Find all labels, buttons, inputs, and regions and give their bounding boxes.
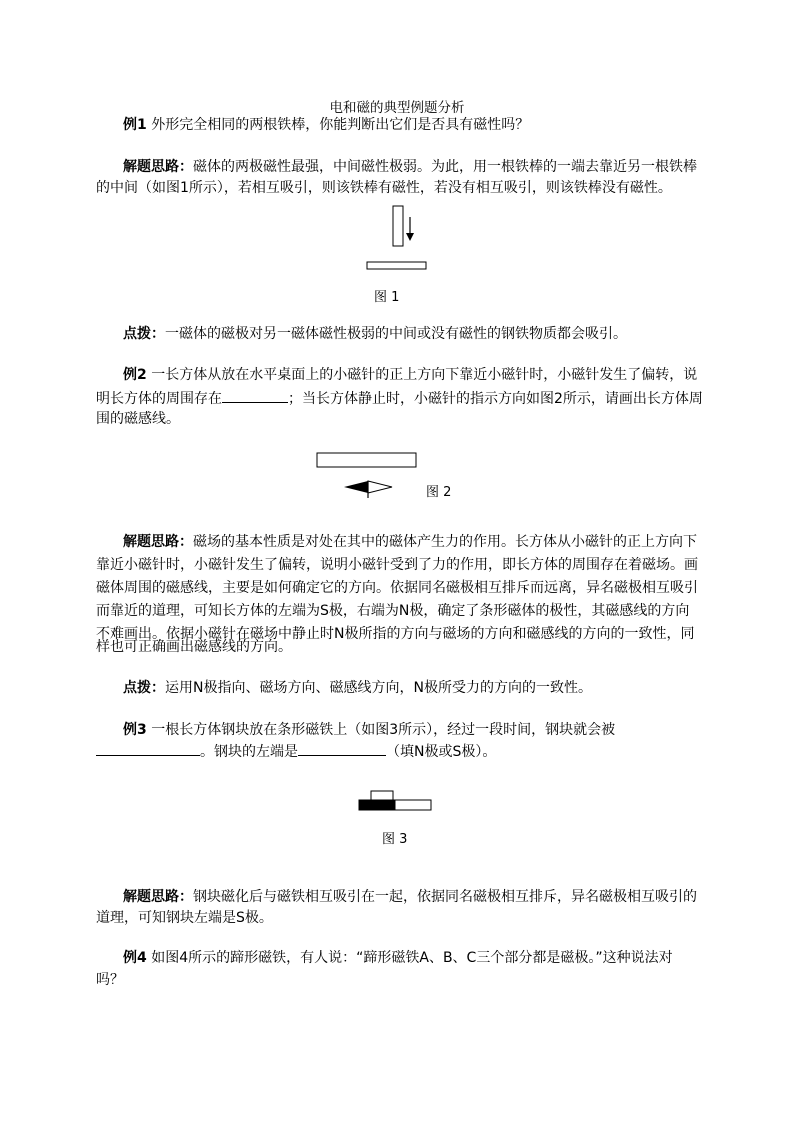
example1-analysis-line2: 的中间（如图1所示），若相互吸引，则该铁棒有磁性，若没有相互吸引，则该铁棒没有磁性。 bbox=[96, 180, 672, 196]
example1-tip-label: 点拨： bbox=[123, 326, 165, 342]
example2-tip-text: 运用N极指向、磁场方向、磁感线方向，N极所受力的方向的一致性。 bbox=[165, 680, 592, 696]
horizontal-iron-bar bbox=[367, 262, 426, 269]
example1-analysis-text1: 磁体的两极磁性最强，中间磁性极弱。为此，用一根铁棒的一端去靠近另一根铁棒 bbox=[193, 159, 697, 175]
example2-analysis-text1: 磁场的基本性质是对处在其中的磁体产生力的作用。长方体从小磁针的正上方向下 bbox=[193, 534, 697, 550]
example3-answer-blank-1[interactable] bbox=[96, 741, 200, 756]
page-title: 电和磁的典型例题分析 bbox=[329, 100, 465, 116]
example2-analysis-line3: 磁体周围的磁感线，主要是如何确定它的方向。依据同名磁极相互排斥而远离，异名磁极相互吸引 bbox=[96, 580, 698, 596]
example1-tip bbox=[123, 324, 627, 344]
example3-question-line2 bbox=[96, 741, 496, 762]
figure3-diagram bbox=[356, 790, 436, 815]
example2-analysis-line1 bbox=[123, 532, 697, 552]
example2-question-line1 bbox=[123, 365, 697, 385]
example1-analysis-line1 bbox=[123, 157, 697, 177]
example2-tip bbox=[123, 678, 592, 698]
compass-needle-dark-half bbox=[344, 481, 368, 493]
example3-analysis-line2: 道理，可知钢块左端是S极。 bbox=[96, 910, 273, 926]
example3-question-text2a: 。钢块的左端是 bbox=[200, 744, 298, 760]
figure2-caption: 图 2 bbox=[426, 485, 452, 500]
example1-tip-text: 一磁体的磁极对另一磁体磁性极弱的中间或没有磁性的钢铁物质都会吸引。 bbox=[165, 326, 627, 342]
example3-question-line1 bbox=[123, 720, 615, 740]
example4-question-text1: 如图4所示的蹄形磁铁，有人说：“蹄形磁铁A、B、C三个部分都是磁极。”这种说法对 bbox=[151, 950, 673, 966]
example1-label: 例1 bbox=[123, 117, 147, 133]
figure3-caption: 图 3 bbox=[382, 832, 408, 847]
bar-magnet-light-end bbox=[395, 800, 431, 810]
example1-analysis-label: 解题思路： bbox=[123, 159, 193, 175]
example2-analysis-line4: 而靠近的道理，可知长方体的左端为S极，右端为N极，确定了条形磁体的极性，其磁感线的方向 bbox=[96, 603, 690, 619]
figure2-diagram bbox=[314, 452, 424, 502]
example3-question-text2b: （填N极或S极）。 bbox=[386, 744, 497, 760]
bar-magnet-dark-end bbox=[359, 800, 395, 810]
example3-analysis-text1: 钢块磁化后与磁铁相互吸引在一起，依据同名磁极相互排斥，异名磁极相互吸引的 bbox=[193, 889, 697, 905]
example2-answer-blank[interactable] bbox=[222, 388, 288, 403]
example2-question-line2 bbox=[96, 388, 703, 409]
example2-analysis-line5: 不难画出。依据小磁针在磁场中静止时N极所指的方向与磁场的方向和磁感线的方向的一致性，同 bbox=[96, 626, 695, 642]
example3-answer-blank-2[interactable] bbox=[298, 741, 386, 756]
example2-tip-label: 点拨： bbox=[123, 680, 165, 696]
vertical-iron-bar bbox=[393, 206, 403, 246]
example2-label: 例2 bbox=[123, 367, 147, 383]
example3-question-text1: 一根长方体钢块放在条形磁铁上（如图3所示），经过一段时间，钢块就会被 bbox=[151, 722, 616, 738]
example2-analysis-line2: 靠近小磁针时，小磁针发生了偏转，说明小磁针受到了力的作用，即长方体的周围存在着磁场。画 bbox=[96, 557, 698, 573]
example2-question-text2a: 明长方体的周围存在 bbox=[96, 391, 222, 407]
example2-question-text1: 一长方体从放在水平桌面上的小磁针的正上方向下靠近小磁针时，小磁针发生了偏转，说 bbox=[151, 367, 698, 383]
steel-block bbox=[371, 791, 393, 800]
rectangular-magnet-block bbox=[317, 453, 416, 467]
downward-arrowhead bbox=[406, 233, 414, 241]
example3-analysis-line1 bbox=[123, 887, 697, 907]
example4-label: 例4 bbox=[123, 950, 147, 966]
example3-analysis-label: 解题思路： bbox=[123, 889, 193, 905]
example2-question-text2b: ；当长方体静止时，小磁针的指示方向如图2所示，请画出长方体周 bbox=[288, 391, 703, 407]
compass-needle-light-half bbox=[368, 481, 392, 493]
figure1-caption: 图 1 bbox=[374, 290, 400, 305]
figure1-diagram bbox=[360, 205, 440, 275]
example4-question-line1 bbox=[123, 948, 673, 968]
example2-analysis-label: 解题思路： bbox=[123, 534, 193, 550]
example4-question-line2: 吗？ bbox=[96, 972, 124, 988]
example1-question-text: 外形完全相同的两根铁棒，你能判断出它们是否具有磁性吗？ bbox=[151, 117, 530, 133]
example2-question-line3: 围的磁感线。 bbox=[96, 411, 180, 427]
example1-question bbox=[123, 115, 529, 135]
example2-analysis-line6: 样也可正确画出磁感线的方向。 bbox=[96, 639, 292, 655]
example3-label: 例3 bbox=[123, 722, 147, 738]
